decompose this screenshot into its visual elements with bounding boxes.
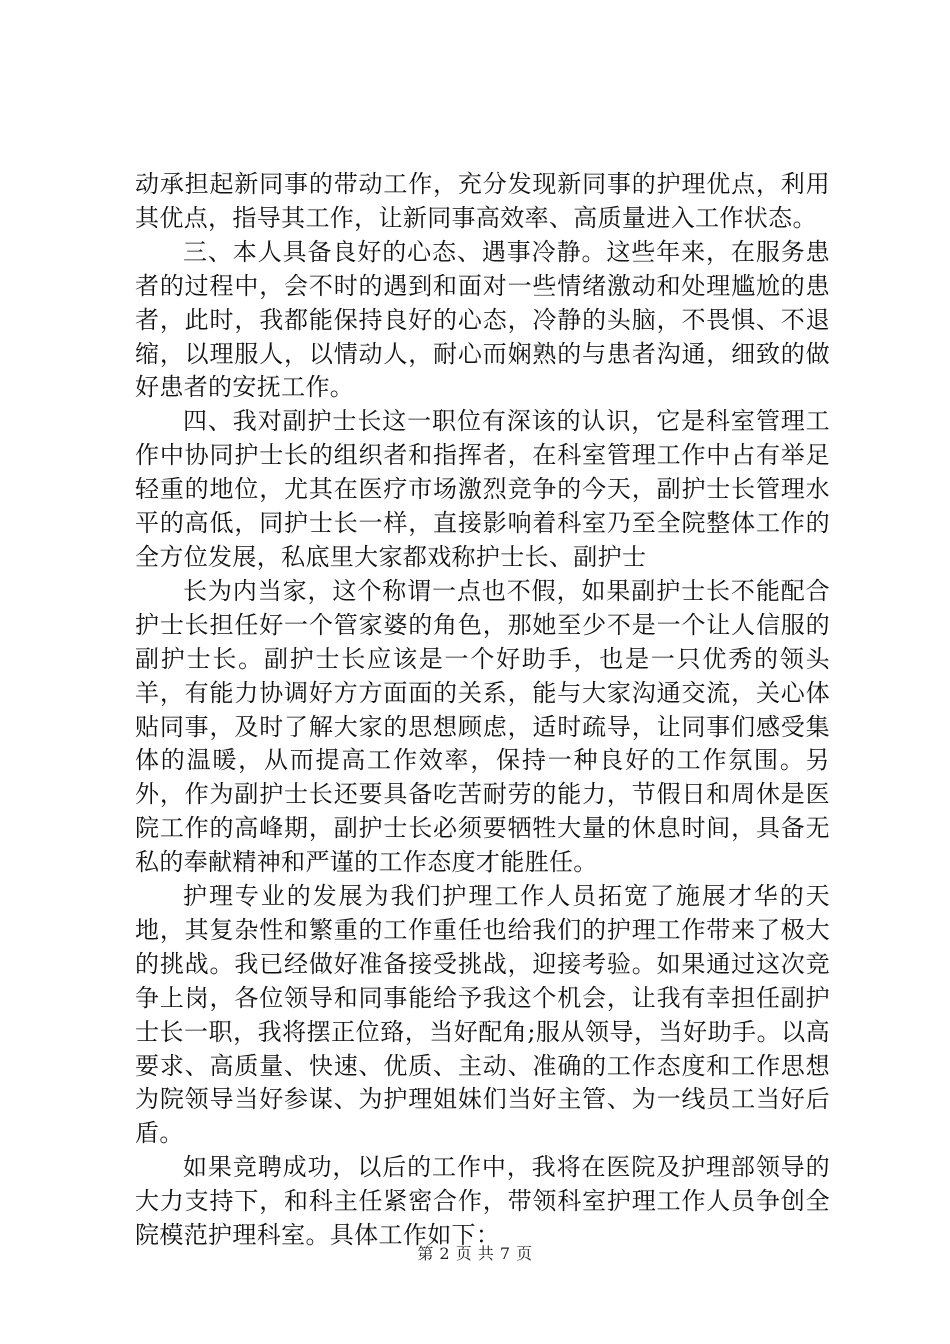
document-body [135, 168, 830, 1253]
paragraph: 动承担起新同事的带动工作，充分发现新同事的护理优点，利用其优点，指导其工作，让新同事高效率、高质量进入工作状态。 [135, 170, 830, 232]
paragraph: 如果竞聘成功，以后的工作中，我将在医院及护理部领导的大力支持下，和科主任紧密合作，带领科室护理工作人员争创全院模范护理科室。具体工作如下： [135, 1153, 830, 1250]
page-number-footer: 第 2 页 共 7 页 [417, 1244, 533, 1263]
paragraph: 护理专业的发展为我们护理工作人员拓宽了施展才华的天地，其复杂性和繁重的工作重任也给我们的护理工作带来了极大的挑战。我已经做好准备接受挑战，迎接考验。如果通过这次竞争上岗，各位领导和同事能给予我这个机会，让我有幸担任副护士长一职，我将摆正位臵，当好配角;服从领导，当好助手。以高要求、高质量、快速、优质、主动、准确的工作态度和工作思想为院领导当好参谋、为护理姐妹们当好主管、为一线员工当好后盾。 [135, 882, 830, 1148]
paragraph: 四、我对副护士长这一职位有深该的认识，它是科室管理工作中协同护士长的组织者和指挥者，在科室管理工作中占有举足轻重的地位，尤其在医疗市场激烈竞争的今天，副护士长管理水平的高低，同护士长一样，直接影响着科室乃至全院整体工作的全方位发展，私底里大家都戏称护士长、副护士 [135, 407, 830, 571]
paragraph: 三、本人具备良好的心态、遇事冷静。这些年来，在服务患者的过程中，会不时的遇到和面对一些情绪激动和处理尴尬的患者，此时，我都能保持良好的心态，冷静的头脑，不畏惧、不退缩，以理服人，以情动人，耐心而娴熟的与患者沟通，细致的做好患者的安抚工作。 [135, 237, 830, 402]
paragraph: 长为内当家，这个称谓一点也不假，如果副护士长不能配合护士长担任好一个管家婆的角色，那她至少不是一个让人信服的副护士长。副护士长应该是一个好助手，也是一只优秀的领头羊，有能力协调好方方面面的关系，能与大家沟通交流，关心体贴同事，及时了解大家的思想顾虑，适时疏导，让同事们感受集体的温暖，从而提高工作效率，保持一种良好的工作氛围。另外，作为副护士长还要具备吃苦耐劳的能力，节假日和周休是医院工作的高峰期，副护士长必须要牺牲大量的休息时间，具备无私的奉献精神和严谨的工作态度才能胜任。 [135, 576, 830, 877]
